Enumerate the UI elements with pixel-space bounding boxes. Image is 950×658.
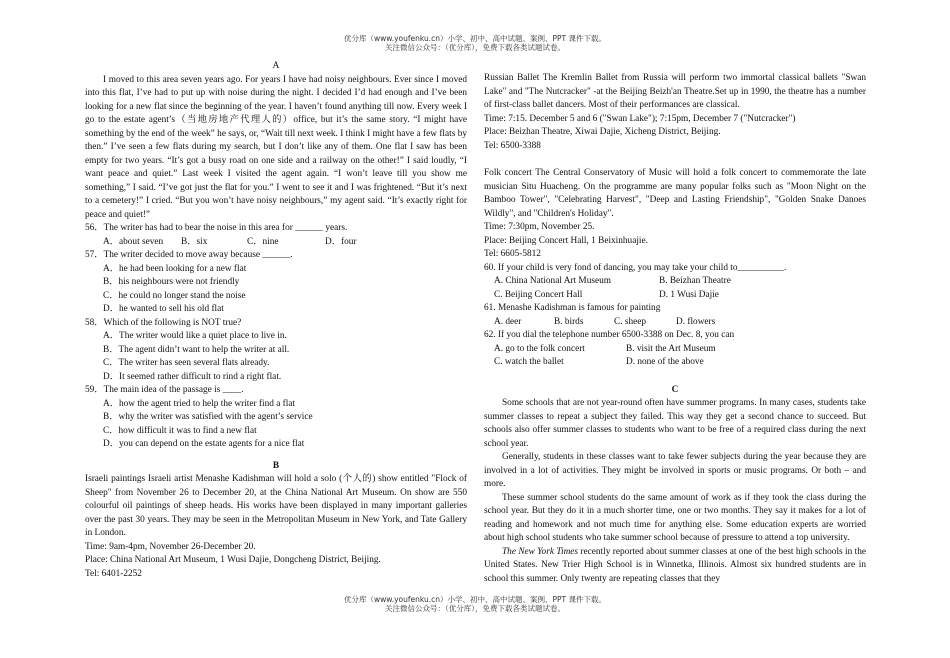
page-header: [0, 34, 950, 52]
question-stem: 60. If your child is very fond of dancing, you may take your child to__________.: [484, 262, 787, 273]
header-line-2: 关注微信公众号：（优分库），免费下载各类试题试卷。: [385, 43, 565, 52]
section-c-paragraph-3: These summer school students do the same amount of work as if they took the class during the school year. But they do it in a much shorter time, one or two months. They say it makes for a lot of reading and homework and not much time for anything else. Some education experts are worried about high school students who take summer school because of pressure to attend a top university.: [484, 492, 866, 543]
option-d: D．four: [325, 236, 357, 247]
option-c: C．nine: [247, 236, 279, 247]
option-a: A．how the agent tried to help the writer find a flat: [103, 398, 296, 409]
question-options-row-1: [484, 343, 866, 357]
ballet-text: Russian Ballet The Kremlin Ballet from Russia will perform two immortal classical ballets "Swan Lake" and "The Nutcracker" -at the Beijing Beizh'an Theatre.Set up in 1990, the theatre has a number of first-class ballet dancers. Most of their performances are classical.: [484, 73, 866, 110]
header-line-1: 优分库（www.youfenku.cn）小学、初中、高中试题、案例、PPT 课件下载。: [343, 34, 607, 43]
option-c: C．he could no longer stand the noise: [103, 290, 246, 301]
option-d: D. flowers: [676, 316, 716, 327]
question-options: [85, 236, 467, 250]
question-58: [85, 317, 467, 385]
option-b: B．why the writer was satisfied with the agent’s service: [103, 412, 313, 422]
footer-line-1: 优分库（www.youfenku.cn）小学、初中、高中试题、案例、PPT 课件下载。: [343, 595, 607, 604]
ballet-time: Time: 7:15. December 5 and 6 ("Swan Lake"); 7:15pm, December 7 ("Nutcracker"): [484, 113, 796, 124]
left-column: [85, 60, 467, 581]
question-options: [484, 316, 866, 330]
section-b-title: B: [272, 460, 280, 471]
question-57: [85, 249, 467, 317]
section-c-title: C: [671, 384, 679, 395]
option-b: B. Beizhan Theatre: [659, 276, 731, 286]
ballet-tel: Tel: 6500-3388: [484, 140, 541, 151]
folk-tel: Tel: 6605-5812: [484, 249, 541, 259]
newspaper-title: The New York Times: [502, 546, 579, 557]
option-d: D．he wanted to sell his old flat: [103, 304, 224, 314]
section-c-paragraph-2: Generally, students in these classes want to take fewer subjects during the year because they are involved in a lot of activities. They might be involved in sports or music programs. Or both – and more.: [484, 452, 866, 489]
section-a-title: A: [272, 61, 280, 71]
option-d: D. none of the above: [626, 357, 704, 367]
option-c: C. watch the ballet: [494, 357, 564, 367]
question-59: [85, 384, 467, 452]
question-62: [484, 329, 866, 370]
option-b: B. visit the Art Museum: [626, 343, 716, 354]
israeli-paintings-text: Israeli paintings Israeli artist Menashe Kadishman will hold a solo (个人的) show entitled "Flock of Sheep" from November 26 to December 20, at the China National Art Museum. On show are 550 colourful oil paintings of sheep heads. His works have been displayed in many important galleries over the past 30 years. They may be seen in the Metropolitan Museum in New York, and Tate Gallery in London.: [85, 474, 467, 538]
question-60: [484, 262, 866, 303]
question-stem: 62. If you dial the telephone number 6500-3388 on Dec. 8, you can: [484, 330, 735, 340]
option-b: B. birds: [554, 316, 584, 327]
question-options-row-1: [484, 275, 866, 289]
paragraph-4-text: recently reported about summer classes at one of the best high schools in the United States. New Trier High School is in Winnetka, Illinois. Almost six hundred students are in school this summer. Only twenty are repeating classes that they: [484, 546, 867, 584]
israeli-place: Place: China National Art Museum, 1 Wusi Dajie, Dongcheng District, Beijing.: [85, 555, 381, 565]
option-a: A. go to the folk concert: [494, 343, 585, 354]
option-c: C. Beijing Concert Hall: [494, 289, 583, 300]
option-b: B．The agent didn’t want to help the writer at all.: [103, 344, 290, 355]
question-56: [85, 222, 467, 249]
ballet-place: Place: Beizhan Theatre, Xiwai Dajie, Xicheng District, Beijing.: [484, 127, 721, 137]
folk-concert-text: Folk concert The Central Conservatory of Music will hold a folk concert to commemorate the late musician Situ Huacheng. On the programme are many popular folks such as "Moon Night on the Bamboo Tower", "Celebrating Harvest", "Deep and Lasting Friendship", "Golden Snake Danoes Wildly", and "Children's Holiday".: [484, 168, 866, 219]
option-b: B．six: [181, 236, 208, 247]
israeli-time: Time: 9am-4pm, November 26-December 20.: [85, 541, 256, 552]
folk-time: Time: 7:30pm, November 25.: [484, 222, 595, 232]
option-a: A. China National Art Museum: [494, 276, 611, 286]
section-a-passage: I moved to this area seven years ago. For years I have had noisy neighbours. Ever since I moved into this flat, I’ve had to put up with noise during the night. I decided I’d had enough and I’ve been looking for a new flat since the beginning of the year. I haven’t found anything till now. Every week I go to the estate agent’s（当地房地产代理人的）office, but it’s the same story. “I might have something by the end of the week” he says, or, “Wait till next week. I think I might have a few flats by then.” I’ve seen a few flats during my search, but I don’t like any of them. One flat I saw has been empty for two years. “It’s got a busy road on one side and a railway on the other!” I said loudly, “I want peace and quiet.” Last week I visited the agent again. “I won’t leave till you show me something,” I said. “I’ve got just the flat for you.” I went to see it and I was frightened. “But it’s next to a cemetery!” I cried. “But you won’t have noisy neighbours,” my agent said. “It’s exactly right for peace and quiet!”: [85, 74, 467, 220]
section-c-paragraph-1: Some schools that are not year-round often have summer programs. In many cases, students take summer classes to repeat a subject they failed. This way they get a second chance to succeed. But schools also offer summer classes to students who want to be free of a required class during the next school year.: [484, 398, 866, 449]
option-d: D．It seemed rather difficult to rind a right flat.: [103, 371, 282, 382]
question-stem: 57．The writer decided to move away because ______.: [85, 250, 293, 260]
option-c: C．The writer has seen several flats already.: [103, 358, 270, 368]
option-c: C．how difficult it was to find a new flat: [103, 425, 257, 436]
option-a: A．about seven: [103, 236, 164, 247]
option-c: C. sheep: [614, 316, 647, 327]
question-stem: 58．Which of the following is NOT true?: [85, 317, 242, 328]
option-a: A．The writer would like a quiet place to live in.: [103, 331, 287, 341]
option-b: B．his neighbours were not friendly: [103, 277, 240, 287]
page-footer: [0, 595, 950, 613]
footer-line-2: 关注微信公众号：（优分库），免费下载各类试题试卷。: [385, 604, 565, 613]
question-stem: 56．The writer has had to bear the noise in this area for ______ years.: [85, 223, 348, 233]
question-61: [484, 302, 866, 329]
option-d: D. 1 Wusi Dajie: [659, 289, 719, 300]
question-options-row-2: [484, 356, 866, 370]
right-column: [484, 72, 866, 586]
section-c-paragraph-4: [484, 546, 866, 587]
folk-place: Place: Beijing Concert Hall, 1 Beixinhuajie.: [484, 235, 648, 246]
question-stem: 61. Menashe Kadishman is famous for painting: [484, 303, 661, 313]
option-a: A．he had been looking for a new flat: [103, 263, 247, 274]
question-stem: 59．The main idea of the passage is ____.: [85, 385, 244, 395]
option-d: D．you can depend on the estate agents for a nice flat: [103, 439, 305, 449]
israeli-tel: Tel: 6401-2252: [85, 568, 142, 579]
option-a: A. deer: [494, 316, 522, 327]
question-options-row-2: [484, 289, 866, 303]
